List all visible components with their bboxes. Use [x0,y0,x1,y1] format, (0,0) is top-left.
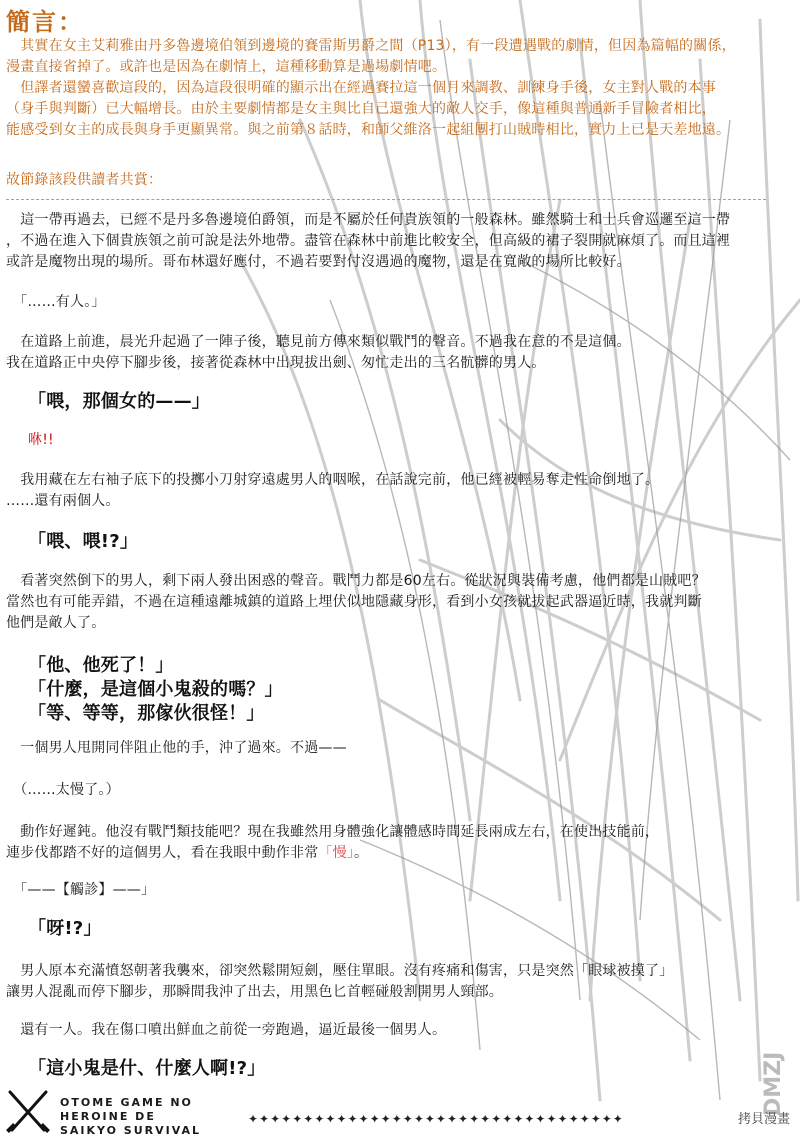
shout-hey-woman: 「喂，那個女的——」 [28,391,210,412]
shout-hey-hey: 「喂、喂!?」 [28,531,139,552]
dmzj-logo-text: DMZJ [761,1051,786,1116]
story-paragraph-8: 還有一人。我在傷口噴出鮮血之前從一旁跑過，逼近最後一個男人。 [6,1022,447,1038]
story-paragraph-6: 動作好遲鈍。他沒有戰鬥類技能吧？現在我雖然用身體強化讓體感時間延長兩成左右，在使出技能前， 連步伐都踏不好的這個男人，看在我眼中動作非常「慢」。 [6,824,660,861]
sound-effect: 咻!! [28,432,54,448]
intro-note: 其實在女主艾莉雅由丹多魯邊境伯領到邊境的賽雷斯男爵之間（P13），有一段遭遇戰的劇情，但因為篇幅的關係， 漫畫直接省掉了。或許也是因為在劇情上，這種移動算是過場劇情吧。 但譯者還蠻喜歡這段的，因為這段很明確的顯示出在經過賽拉這一個月來調教、訓練身手後，女主對人戰的本事 （身手與判斷）已大幅增長。由於主要劇情都是女主與比自己還強大的敵人交手，像這種與普通新手冒險者相比， 能感受到女主的成長與身手更顯異常。與之前第８話時，和師父維洛一起組團打山賊時相比，實力上已是天差地遠。 [6,38,736,138]
story-paragraph-3: 我用藏在左右袖子底下的投擲小刀射穿遠處男人的咽喉，在話說完前，他已經被輕易奪走性命倒地了。 ……還有兩個人。 [6,472,660,509]
crossed-swords-icon [4,1088,52,1136]
story-paragraph-1: 這一帶再過去，已經不是丹多魯邊境伯爵領，而是不屬於任何貴族領的一般森林。雖然騎士和士兵會巡邏至這一帶 ，不過在進入下個貴族領之前可說是法外地帶。盡管在森林中前進比較安全，但高級的裙子裂開就麻煩了。而且這裡 或許是魔物出現的場所。哥布林還好應付，不過若要對付沒遇過的魔物，還是在寬敞的場所比較好。 [6,212,731,270]
inner-thought-slow: （……太慢了。） [6,782,120,798]
dialogue-someone: 「……有人。」 [6,294,106,310]
story-paragraph-7: 男人原本充滿憤怒朝著我襲來，卻突然鬆開短劍，壓住單眼。沒有疼痛和傷害，只是突然「眼球被摸了」 讓男人混亂而停下腳步，那瞬間我沖了出去，用黑色匕首輕碰般割開男人頸部。 [6,963,674,1000]
shout-who-are-you: 「這小鬼是什、什麼人啊!?」 [28,1058,266,1079]
highlight-slow: 「慢」 [318,845,355,861]
series-title: OTOME GAME NO HEROINE DE SAIKYO SURVIVAL [60,1096,202,1137]
story-paragraph-2: 在道路上前進，晨光升起過了一陣子後，聽見前方傳來類似戰鬥的聲音。不過我在意的不是這個。 我在道路正中央停下腳步後，接著從森林中出現拔出劍、匆忙走出的三名骯髒的男人。 [6,334,631,371]
page-title: 簡言： [6,8,84,36]
story-paragraph-4: 看著突然倒下的男人，剩下兩人發出困惑的聲音。戰鬥力都是60左右。從狀況與裝備考慮，他們都是山賊吧？ 當然也有可能弄錯，不過在這種遠離城鎮的道路上埋伏似地隱藏身形，看到小女孩就拔起武器逼近時，我就判斷 他們是敵人了。 [6,573,706,631]
shouts-bandits: 「他、他死了！」 「什麼，是這個小鬼殺的嗎？」 「等、等等，那傢伙很怪！」 [28,655,283,724]
excerpt-label: 故節錄該段供讀者共賞： [6,172,163,188]
story-paragraph-5: 一個男人甩開同伴阻止他的手，沖了過來。不過—— [6,740,347,756]
star-border: ✦✦✦✦✦✦✦✦✦✦✦✦✦✦✦✦✦✦✦✦✦✦✦✦✦✦✦✦✦✦✦✦✦✦ [248,1112,624,1126]
shout-ya: 「呀!?」 [28,918,102,939]
skill-touch-diagnosis: 「——【觸診】——」 [6,882,156,898]
watermark: 拷貝漫畫 [737,1112,790,1127]
divider [6,199,766,200]
dmzj-logo [752,1024,792,1120]
